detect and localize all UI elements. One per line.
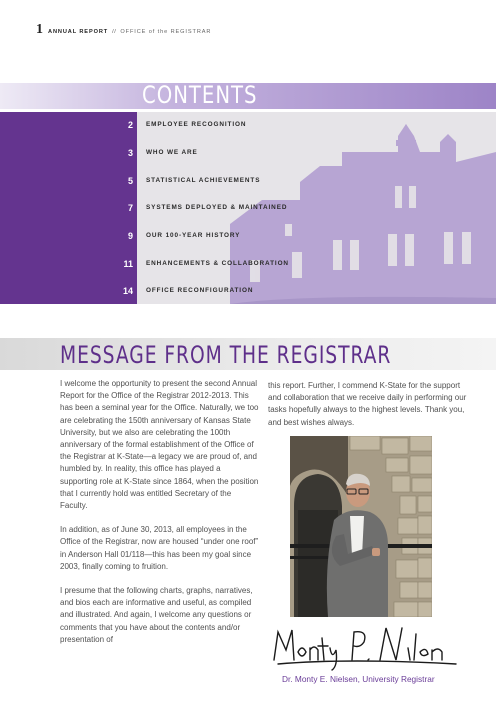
annual-report-label: ANNUAL REPORT: [48, 29, 109, 35]
toc-page-number: 2: [127, 120, 133, 130]
registrar-photo-illustration: [290, 436, 432, 617]
toc-label: OFFICE RECONFIGURATION: [146, 287, 254, 294]
toc-page-number: 14: [122, 286, 133, 296]
toc-item-systems-deployed[interactable]: [0, 201, 496, 215]
message-paragraph: this report. Further, I commend K-State for the support and collaboration that we receive daily in performing our tasks hopefully always to the highest levels. Thank you, and best wishes always.: [268, 381, 467, 427]
message-paragraph: I presume that the following charts, graphs, narratives, and bios each are informative and useful, as compiled and illustrated. And again, I welcome any questions or comments that you have about the contents and/or presentation of: [60, 586, 253, 644]
toc-label: SYSTEMS DEPLOYED & MAINTAINED: [146, 204, 288, 211]
toc-item-enhancements[interactable]: [0, 257, 496, 271]
office-label: OFFICE of the REGISTRAR: [120, 29, 212, 35]
toc-page-number: 11: [123, 259, 133, 269]
header-separator: //: [112, 29, 117, 35]
toc-item-statistical-achievements[interactable]: [0, 174, 496, 188]
message-paragraph: I welcome the opportunity to present the second Annual Report for the Office of the Registrar 2012-2013. This has been a seminal year for the Office. Naturally, we too are celebrating the 150th anniversary of Kansas State University, but we also are celebrating the 100th anniversary of the formal establishment of the Office of the Registrar at K-State—a legacy we are proud of, and humbled by. In reality, this office has played a supporting role at K-State since 1864, when the position that I currently hold was entitled Secretary of the Faculty.: [60, 379, 259, 511]
toc-item-employee-recognition[interactable]: [0, 118, 496, 132]
running-header: [36, 22, 211, 36]
toc-page-number: 3: [127, 148, 133, 158]
page-number: 1: [36, 22, 43, 37]
message-left-column: [60, 378, 260, 658]
toc-item-who-we-are[interactable]: [0, 146, 496, 160]
toc-label: EMPLOYEE RECOGNITION: [146, 121, 247, 128]
message-right-column: [268, 380, 468, 441]
toc-page-number: 9: [127, 231, 133, 241]
toc-page-number: 5: [127, 176, 133, 186]
message-paragraph: In addition, as of June 30, 2013, all employees in the Office of the Registrar, now are housed “under one roof” in Anderson Hall 01/118—this has been my goal since 2003, finally coming to fruition.: [60, 525, 259, 571]
toc-label: OUR 100-YEAR HISTORY: [146, 232, 241, 239]
table-of-contents: [0, 112, 496, 304]
contents-title: CONTENTS: [142, 81, 258, 109]
toc-page-number: 7: [127, 203, 133, 213]
signature-caption: Dr. Monty E. Nielsen, University Registrar: [282, 674, 435, 684]
toc-item-history[interactable]: [0, 229, 496, 243]
toc-label: STATISTICAL ACHIEVEMENTS: [146, 177, 261, 184]
message-title: MESSAGE FROM THE REGISTRAR: [60, 341, 392, 369]
registrar-photo: [290, 436, 432, 617]
toc-item-office-reconfiguration[interactable]: [0, 284, 496, 298]
toc-label: ENHANCEMENTS & COLLABORATION: [146, 260, 289, 267]
registrar-signature: [268, 620, 468, 672]
toc-label: WHO WE ARE: [146, 149, 198, 156]
